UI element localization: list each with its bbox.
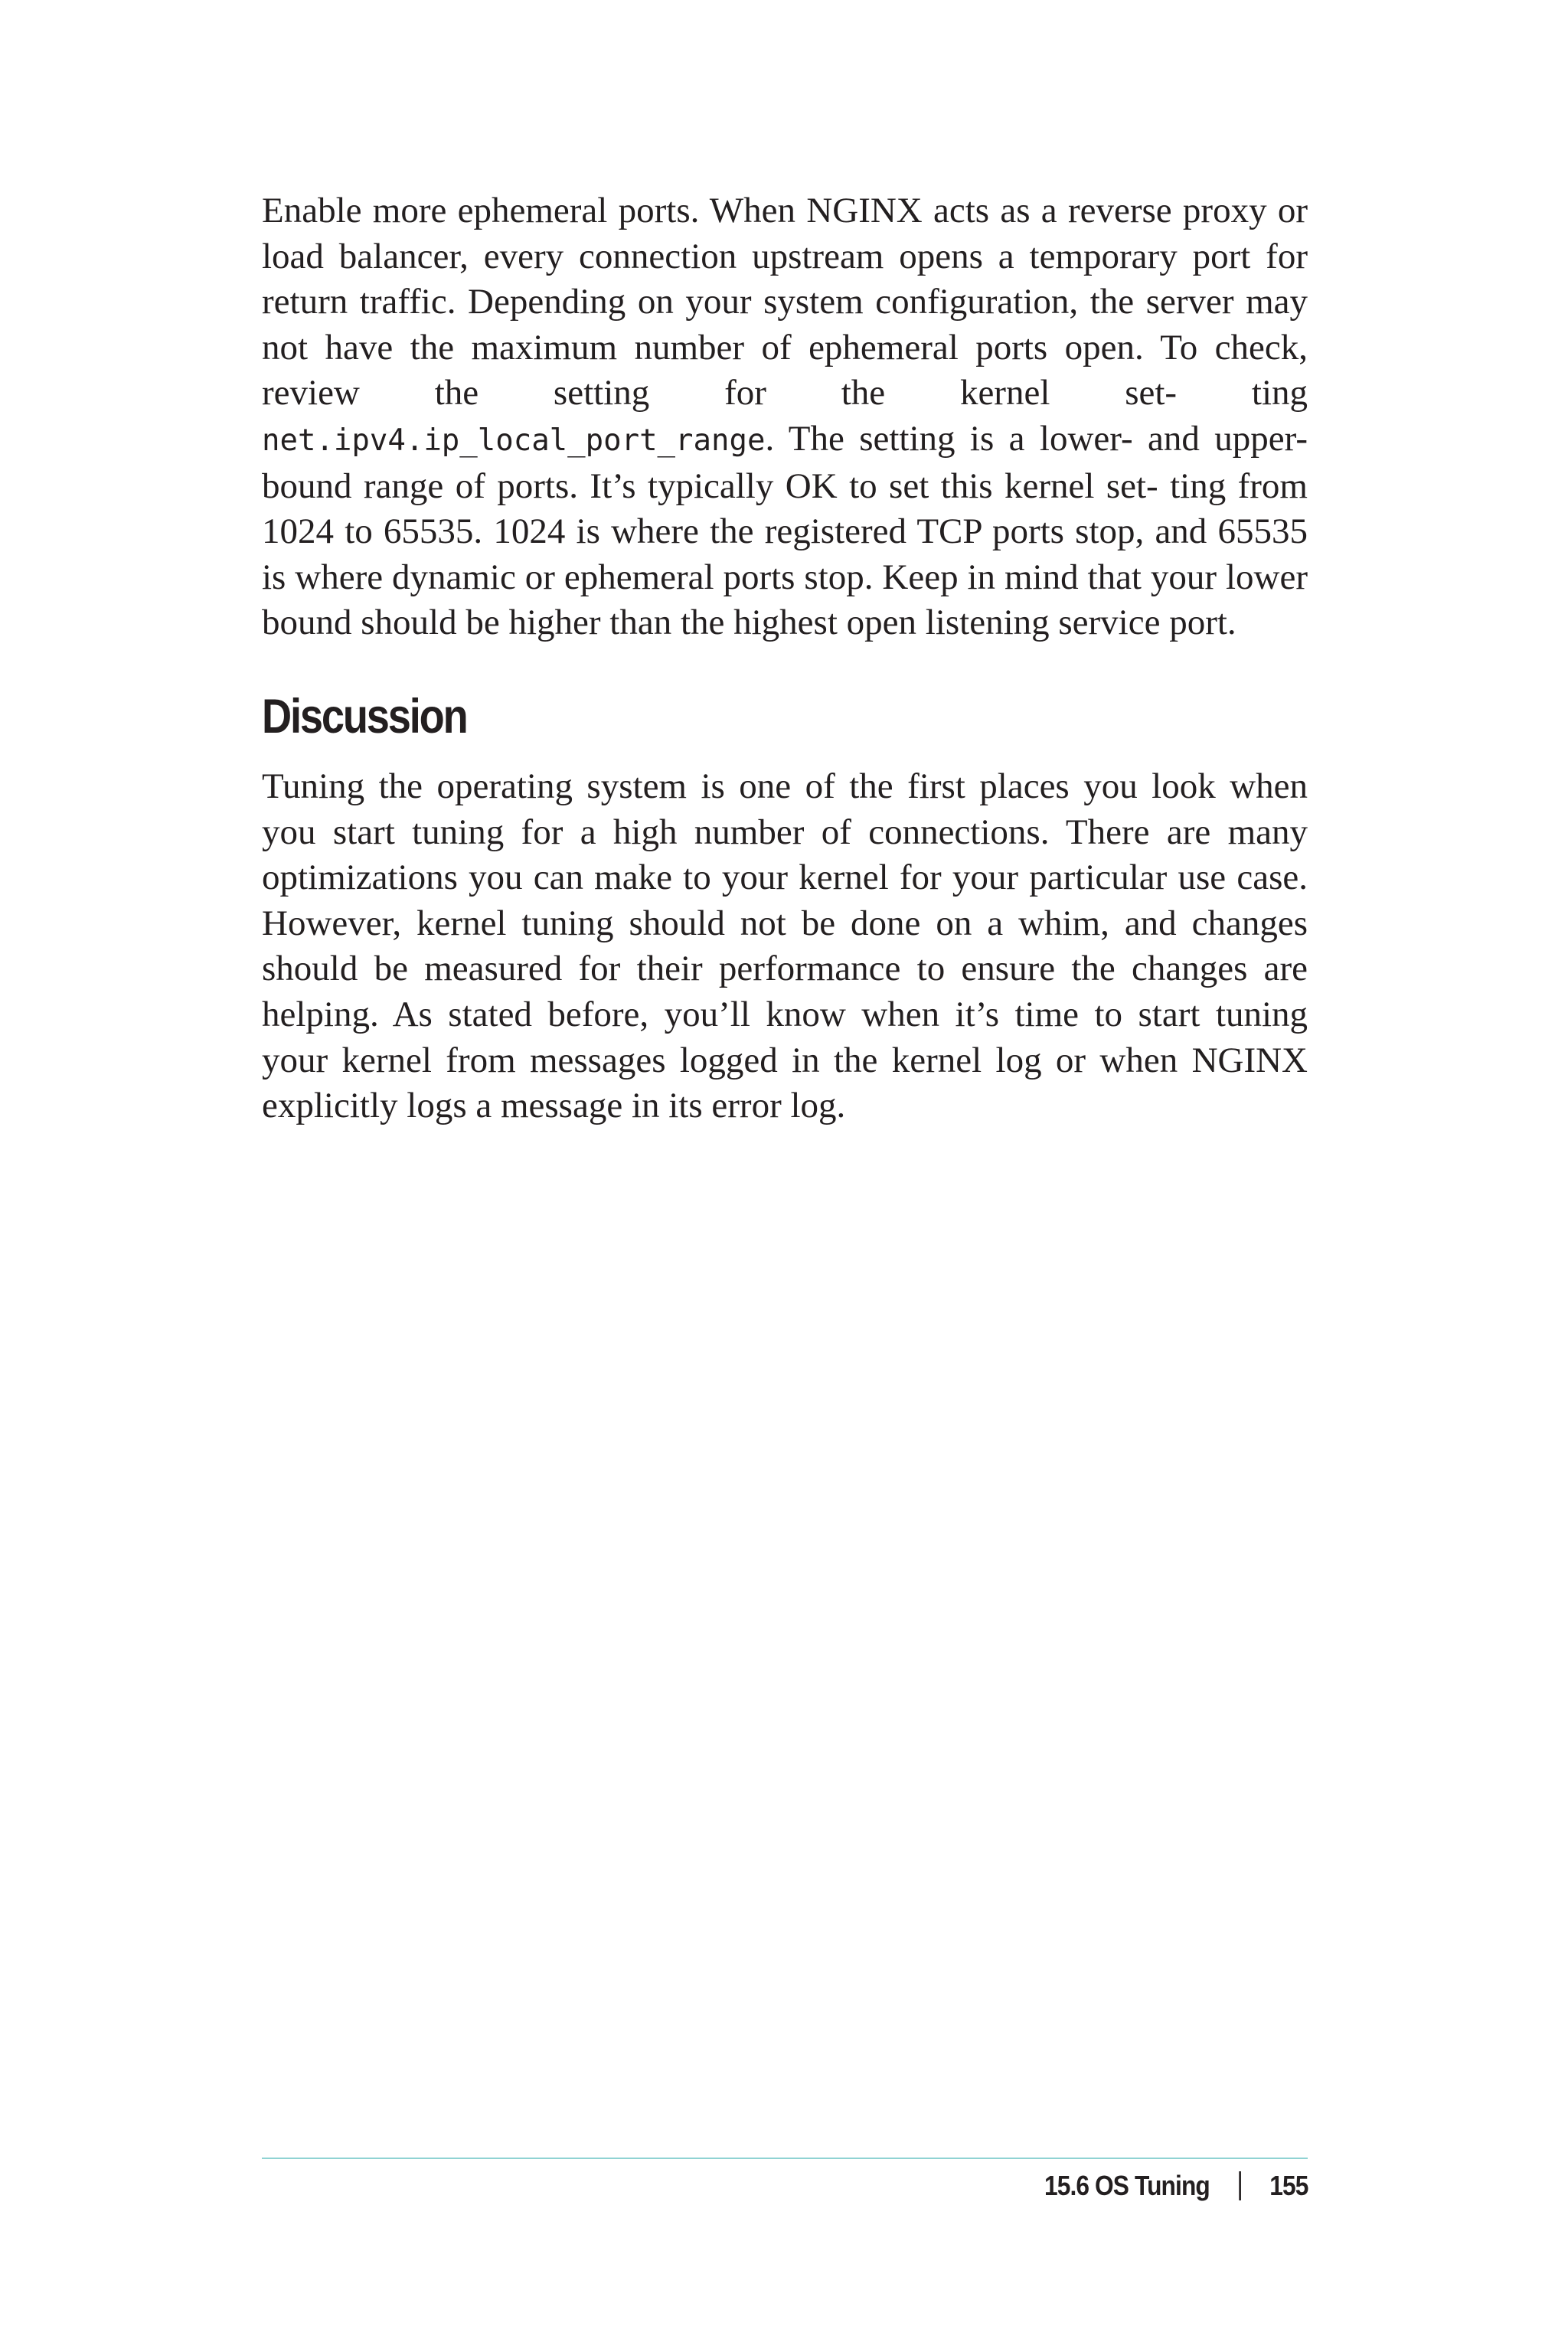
footer-divider bbox=[262, 2158, 1308, 2159]
page-number: 155 bbox=[1269, 2170, 1308, 2201]
page-content bbox=[262, 188, 1308, 1129]
paragraph-text: Enable more ephemeral ports. When NGINX acts as a reverse proxy or load balancer, every connection upstream opens a temporary port for return traffic. Depending on your system configuration, the server may not have the maximum number of ephemeral ports open. To check, review the setting for the kernel set- ting bbox=[262, 191, 1308, 413]
section-heading: Discussion bbox=[262, 689, 467, 743]
page-footer bbox=[1044, 2167, 1308, 2205]
footer-separator bbox=[1239, 2171, 1241, 2200]
footer-section-title: 15.6 OS Tuning bbox=[1044, 2170, 1210, 2201]
paragraph-ephemeral-ports bbox=[262, 188, 1308, 646]
inline-code-setting: net.ipv4.ip_local_port_range bbox=[262, 423, 766, 458]
paragraph-text: . The setting is a lower- and upper-bound range of ports. It’s typically OK to set this kernel set- ting from 1024 to 65535. 1024 is where the registered TCP ports stop, and 65535 is where dynamic or ephemeral ports stop. Keep in mind that your lower bound should be higher than the highest open listening service port. bbox=[262, 418, 1308, 643]
paragraph-discussion: Tuning the operating system is one of the first places you look when you start tuning for a high number of connections. There are many optimizations you can make to your kernel for your particular use case. However, kernel tuning should not be done on a whim, and changes should be measured for their performance to ensure the changes are helping. As stated before, you’ll know when it’s time to start tuning your kernel from messages logged in the kernel log or when NGINX explicitly logs a message in its error log. bbox=[262, 766, 1308, 1126]
